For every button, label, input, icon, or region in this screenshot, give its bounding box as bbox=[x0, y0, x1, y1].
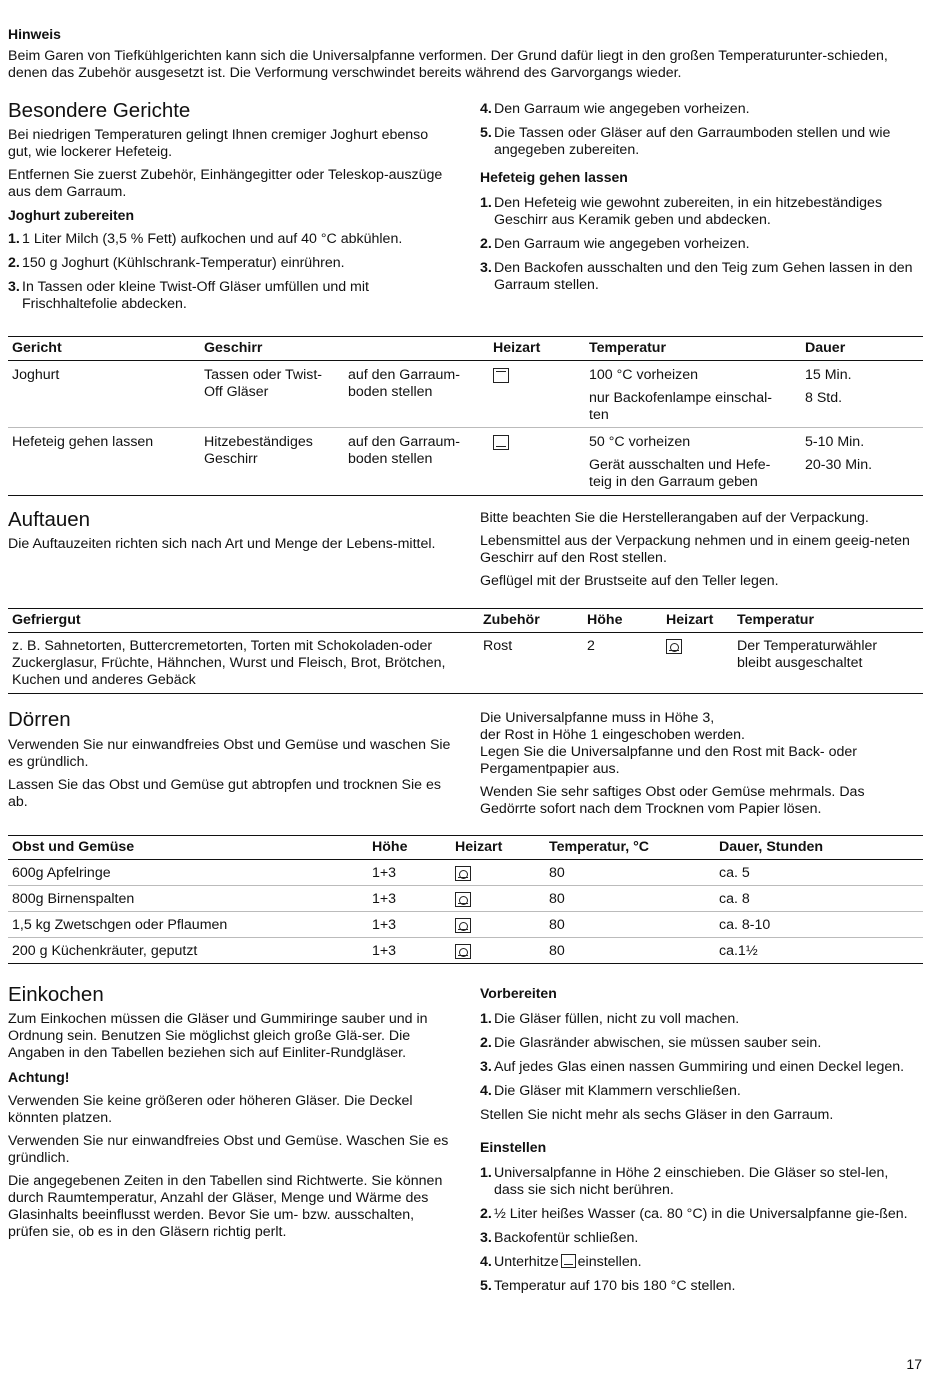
column-header: Temperatur bbox=[589, 340, 666, 356]
column-header: Temperatur, °C bbox=[549, 839, 650, 855]
einkochen-left-column: Einkochen Zum Einkochen müssen die Gläser und Gummiringe sauber und in Ordnung sein. Benutzen Sie möglichst gleich große Glä-ser. Die Angaben in den Tabellen beziehen sich auf Einliter-Rundgläser. Achtung! Verwenden Sie keine größeren oder höheren Gläser. Die Deckel könnten platzen. Verwenden Sie nur einwandfreies Obst und Gemüse. Waschen Sie es gründlich. Die angegebenen Zeiten in den Tabellen sind Richtwerte. Sie können durch Raumtemperatur, Anzahl der Gläser, Menge und Wärme des Glasinhalts beeinflusst werden. Bevor Sie um- bzw. ausschalten, prüfen sie, ob es in den Gläsern richtig perlt. bbox=[8, 983, 453, 1241]
list-item: 5. Die Tassen oder Gläser auf den Garraumboden stellen und wie angegeben zubereiten. bbox=[480, 125, 891, 158]
column-header: Dauer, Stunden bbox=[719, 839, 824, 855]
list-item: 2. Die Glasränder abwischen, sie müssen sauber sein. bbox=[480, 1035, 822, 1051]
table-row: 600g Apfelringe 1+3 80 ca. 5 bbox=[8, 860, 923, 886]
column-header: Dauer bbox=[805, 340, 846, 356]
list-item: 1. Die Gläser füllen, nicht zu voll machen. bbox=[480, 1011, 740, 1027]
list-item: 1. Universalpfanne in Höhe 2 einschieben. Die Gläser so stel-len, dass sie sich nicht berühren. bbox=[480, 1165, 889, 1198]
column-header: Gericht bbox=[12, 340, 62, 356]
table-row: 1,5 kg Zwetschgen oder Pflaumen 1+3 80 ca. 8-10 bbox=[8, 912, 923, 938]
fan-defrost-icon bbox=[666, 639, 682, 654]
column-header: Zubehör bbox=[483, 612, 540, 628]
list-item: 3. Auf jedes Glas einen nassen Gummiring und einen Deckel legen. bbox=[480, 1059, 905, 1075]
besondere-table bbox=[8, 336, 923, 496]
list-item: 5. Temperatur auf 170 bis 180 °C stellen. bbox=[480, 1278, 736, 1294]
page-number: 17 bbox=[906, 1356, 922, 1372]
table-row: Joghurt Tassen oder Twist-Off Gläser auf den Garraum-boden stellen 100 °C vorheizen nur Backofenlampe einschal-ten 15 Min. 8 Std. bbox=[8, 361, 923, 428]
besondere-left-column bbox=[8, 99, 453, 313]
auftauen-table bbox=[8, 608, 923, 694]
table-row: 800g Birnenspalten 1+3 80 ca. 8 bbox=[8, 886, 923, 912]
fan-defrost-icon bbox=[455, 944, 471, 959]
list-item: 2. 150 g Joghurt (Kühlschrank-Temperatur) einrühren. bbox=[8, 255, 345, 271]
table-row: 200 g Küchenkräuter, geputzt 1+3 80 ca.1½ bbox=[8, 938, 923, 964]
list-item: 4. Den Garraum wie angegeben vorheizen. bbox=[480, 101, 750, 117]
joghurt-steps-continued bbox=[480, 101, 922, 159]
column-header: Heizart bbox=[455, 839, 503, 855]
doerren-left-column: Dörren Verwenden Sie nur einwandfreies Obst und Gemüse und waschen Sie es gründlich. Lassen Sie das Obst und Gemüse gut abtropfen und trocknen Sie es ab. bbox=[8, 708, 453, 811]
fan-defrost-icon bbox=[455, 918, 471, 933]
hinweis-title: Hinweis bbox=[8, 26, 61, 42]
column-header: Obst und Gemüse bbox=[12, 839, 135, 855]
vorbereiten-title: Vorbereiten bbox=[480, 985, 557, 1001]
auftauen-right-column: Bitte beachten Sie die Herstellerangaben auf der Verpackung. Lebensmittel aus der Verpackung nehmen und in einem geeig-neten Geschirr auf den Rost stellen. Geflügel mit der Brustseite auf den Teller legen. bbox=[480, 510, 910, 589]
column-header: Temperatur bbox=[737, 612, 814, 628]
list-item: 3. Backofentür schließen. bbox=[480, 1230, 639, 1246]
hinweis-text: Beim Garen von Tiefkühlgerichten kann sich die Universalpfanne verformen. Der Grund dafür liegt in den großen Temperaturunter-schieden, denen das Zubehör ausgesetzt ist. Die Verformung verschwindet bereits während des Garvorgangs wieder. bbox=[8, 48, 888, 81]
bottom-heat-icon bbox=[493, 435, 509, 450]
vorbereiten-steps-list bbox=[480, 1011, 922, 1100]
auftauen-intro: Die Auftauzeiten richten sich nach Art und Menge der Lebens-mittel. bbox=[8, 536, 436, 552]
doerren-right-column: Die Universalpfanne muss in Höhe 3, der Rost in Höhe 1 eingeschoben werden. Legen Sie die Universalpfanne und den Rost mit Back- oder Pergamentpapier aus. Wenden Sie sehr saftiges Obst oder Gemüse mehrmals. Das Gedörrte sofort nach dem Trocknen vom Papier lösen. bbox=[480, 710, 865, 817]
hefe-title: Hefeteig gehen lassen bbox=[480, 169, 628, 185]
hinweis-block bbox=[8, 26, 923, 82]
doerren-title: Dörren bbox=[8, 708, 71, 731]
column-header: Gefriergut bbox=[12, 612, 81, 628]
hefe-steps-list bbox=[480, 195, 922, 294]
einstellen-steps-list bbox=[480, 1165, 922, 1295]
besondere-right-column bbox=[480, 101, 922, 294]
achtung-title: Achtung! bbox=[8, 1069, 70, 1085]
column-header: Heizart bbox=[493, 340, 541, 356]
einkochen-title: Einkochen bbox=[8, 983, 104, 1006]
column-header: Heizart bbox=[666, 612, 714, 628]
column-header: Geschirr bbox=[204, 340, 263, 356]
bottom-heat-icon bbox=[561, 1254, 576, 1268]
list-item: 4. Die Gläser mit Klammern verschließen. bbox=[480, 1083, 741, 1099]
list-item: 1. Den Hefeteig wie gewohnt zubereiten, in ein hitzebeständiges Geschirr aus Keramik geben und abdecken. bbox=[480, 195, 883, 228]
joghurt-title: Joghurt zubereiten bbox=[8, 207, 135, 223]
column-header: Höhe bbox=[587, 612, 623, 628]
auftauen-title: Auftauen bbox=[8, 508, 91, 531]
fan-defrost-icon bbox=[455, 866, 471, 881]
list-item: 1. 1 Liter Milch (3,5 % Fett) aufkochen und auf 40 °C abkühlen. bbox=[8, 231, 403, 247]
besondere-title: Besondere Gerichte bbox=[8, 99, 191, 122]
list-item: 3. In Tassen oder kleine Twist-Off Gläser umfüllen und mit Frischhaltefolie abdecken. bbox=[8, 279, 369, 312]
besondere-intro: Bei niedrigen Temperaturen gelingt Ihnen cremiger Joghurt ebenso gut, wie lockerer Hefeteig. bbox=[8, 127, 429, 160]
besondere-remove-note: Entfernen Sie zuerst Zubehör, Einhängegitter oder Teleskop-auszüge aus dem Garraum. bbox=[8, 167, 443, 200]
list-item: 3. Den Backofen ausschalten und den Teig zum Gehen lassen in den Garraum stellen. bbox=[480, 260, 913, 293]
top-heat-icon bbox=[493, 368, 509, 383]
einkochen-right-column: Vorbereiten 1. Die Gläser füllen, nicht zu voll machen. 2. Die Glasränder abwischen, sie müssen sauber sein. 3. Auf jedes Glas einen nassen Gummiring und einen Deckel legen. 4. Die Gläser mit Klammern verschließen. Stellen Sie nicht mehr als sechs Gläser in den Garraum. Einstellen 1. Universalpfanne in Höhe 2 einschieben. Die Gläser so stel-len, dass sie sich nicht berühren. 2. ½ Liter heißes Wasser (ca. 80 °C) in die Universalpfanne gie-ßen. 3. Backofentür schließen. 4. Unterhitze einstellen. 5. Temperatur auf 170 bis 180 °C stellen. bbox=[480, 985, 922, 1295]
einstellen-title: Einstellen bbox=[480, 1139, 547, 1155]
list-item: 2. ½ Liter heißes Wasser (ca. 80 °C) in die Universalpfanne gie-ßen. bbox=[480, 1206, 908, 1222]
table-row: z. B. Sahnetorten, Buttercremetorten, Torten mit Schokoladen-oder Zuckerglasur, Früchte, Hähnchen, Wurst und Fleisch, Brot, Brötchen, Kuchen und anderes Gebäck Rost 2 Der Temperaturwähler bleibt ausgeschaltet bbox=[8, 633, 923, 694]
table-row: Hefeteig gehen lassen Hitzebeständiges Geschirr auf den Garraum-boden stellen 50 °C vorheizen Gerät ausschalten und Hefe-teig in den Garraum geben 5-10 Min. 20-30 Min. bbox=[8, 428, 923, 496]
doerren-table bbox=[8, 835, 923, 964]
auftauen-left-column bbox=[8, 508, 453, 553]
fan-defrost-icon bbox=[455, 892, 471, 907]
list-item: 4. Unterhitze einstellen. bbox=[480, 1254, 642, 1270]
joghurt-steps-list bbox=[8, 231, 453, 313]
list-item: 2. Den Garraum wie angegeben vorheizen. bbox=[480, 236, 750, 252]
column-header bbox=[344, 337, 489, 361]
column-header: Höhe bbox=[372, 839, 408, 855]
